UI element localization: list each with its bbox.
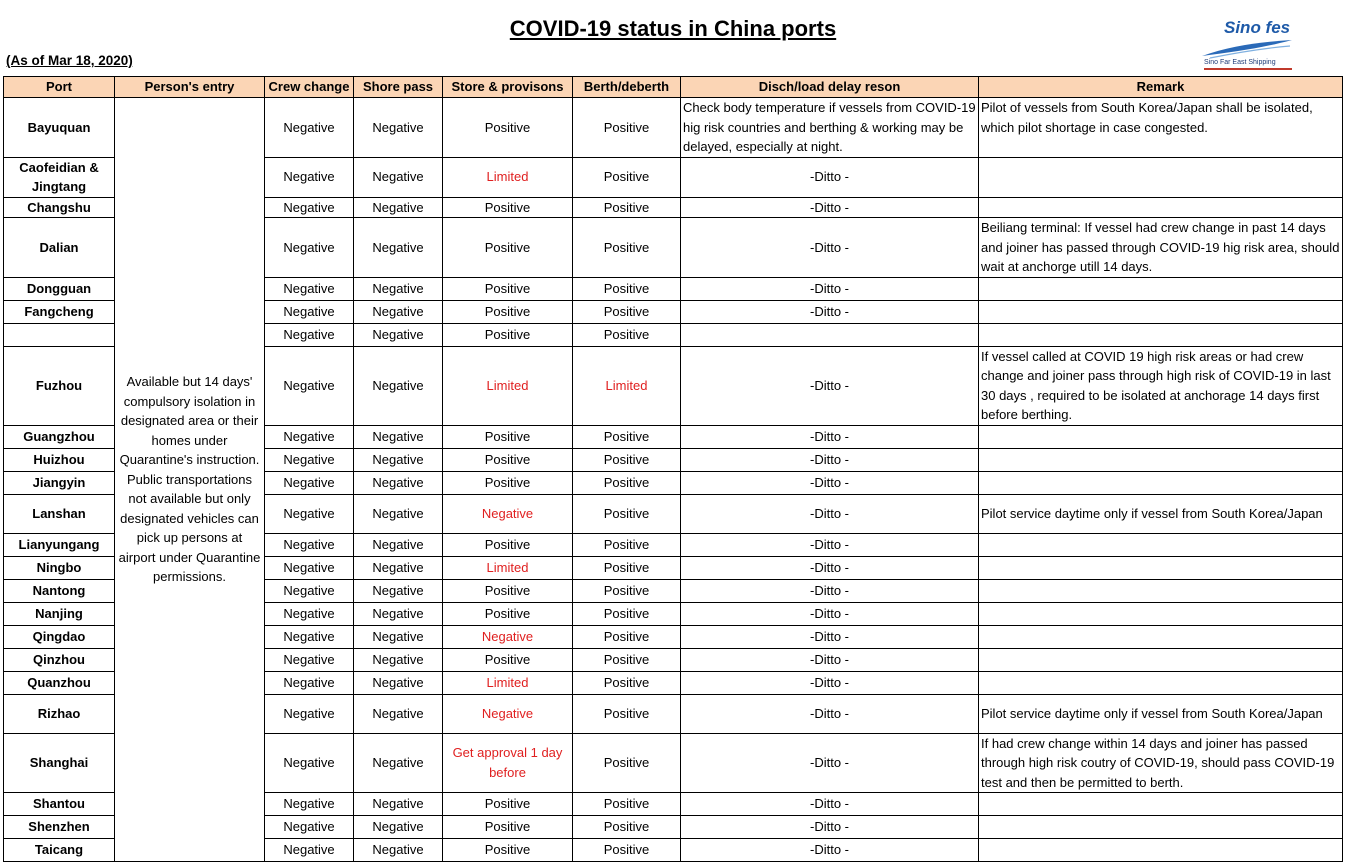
store-provisions-cell: Get approval 1 day before (443, 733, 573, 793)
shore-pass-cell: Negative (354, 602, 443, 625)
port-name: Changshu (4, 197, 115, 218)
page-title: COVID-19 status in China ports (509, 16, 837, 41)
port-name: Nanjing (4, 602, 115, 625)
remark-cell (979, 625, 1343, 648)
store-provisions-cell: Positive (443, 602, 573, 625)
remark-cell (979, 323, 1343, 346)
store-provisions-cell: Positive (443, 471, 573, 494)
as-of-date: (As of Mar 18, 2020) (6, 53, 133, 68)
berth-deberth-cell: Positive (573, 425, 681, 448)
port-name: Dongguan (4, 277, 115, 300)
header-remark: Remark (979, 77, 1343, 98)
berth-deberth-cell: Positive (573, 793, 681, 816)
remark-cell (979, 839, 1343, 862)
store-provisions-cell: Positive (443, 300, 573, 323)
shore-pass-cell: Negative (354, 533, 443, 556)
port-name: Bayuquan (4, 98, 115, 158)
header-shore-pass: Shore pass (354, 77, 443, 98)
header-crew-change: Crew change (265, 77, 354, 98)
shore-pass-cell: Negative (354, 648, 443, 671)
port-name: Qinzhou (4, 648, 115, 671)
remark-cell (979, 157, 1343, 197)
port-name: Huizhou (4, 448, 115, 471)
delay-reason-cell: -Ditto - (681, 556, 979, 579)
berth-deberth-cell: Positive (573, 694, 681, 733)
delay-reason-cell: Check body temperature if vessels from COVID-19 hig risk countries and berthing & working may be delayed, especially at night. (681, 98, 979, 158)
shore-pass-cell: Negative (354, 625, 443, 648)
table-row (4, 98, 1343, 158)
shore-pass-cell: Negative (354, 816, 443, 839)
shore-pass-cell: Negative (354, 98, 443, 158)
shore-pass-cell: Negative (354, 448, 443, 471)
port-name: Nantong (4, 579, 115, 602)
remark-cell (979, 793, 1343, 816)
port-name: Dalian (4, 218, 115, 278)
crew-change-cell: Negative (265, 197, 354, 218)
shore-pass-cell: Negative (354, 733, 443, 793)
crew-change-cell: Negative (265, 448, 354, 471)
remark-cell: Pilot of vessels from South Korea/Japan shall be isolated, which pilot shortage in case congested. (979, 98, 1343, 158)
crew-change-cell: Negative (265, 533, 354, 556)
delay-reason-cell: -Ditto - (681, 671, 979, 694)
crew-change-cell: Negative (265, 323, 354, 346)
berth-deberth-cell: Positive (573, 157, 681, 197)
remark-cell (979, 425, 1343, 448)
store-provisions-cell: Positive (443, 816, 573, 839)
berth-deberth-cell: Positive (573, 471, 681, 494)
company-logo (1200, 18, 1296, 74)
store-provisions-cell: Negative (443, 694, 573, 733)
delay-reason-cell: -Ditto - (681, 197, 979, 218)
store-provisions-cell: Limited (443, 346, 573, 425)
shore-pass-cell: Negative (354, 471, 443, 494)
delay-reason-cell: -Ditto - (681, 494, 979, 533)
berth-deberth-cell: Positive (573, 671, 681, 694)
table-body (4, 98, 1343, 862)
shore-pass-cell: Negative (354, 346, 443, 425)
remark-cell: Pilot service daytime only if vessel from South Korea/Japan (979, 694, 1343, 733)
berth-deberth-cell: Positive (573, 494, 681, 533)
port-name: Shenzhen (4, 816, 115, 839)
shore-pass-cell: Negative (354, 425, 443, 448)
remark-cell: Beiliang terminal: If vessel had crew change in past 14 days and joiner has passed through COVID-19 hig risk area, should wait at anchorge utill 14 days. (979, 218, 1343, 278)
shore-pass-cell: Negative (354, 218, 443, 278)
berth-deberth-cell: Positive (573, 556, 681, 579)
persons-entry-cell: Available but 14 days' compulsory isolation in designated area or their homes under Quarantine's instruction. Public transportations not available but only designated vehicles can pick up persons at airport under Quarantine permissions. (115, 98, 265, 862)
remark-cell (979, 602, 1343, 625)
port-name: Fuzhou (4, 346, 115, 425)
remark-cell (979, 277, 1343, 300)
remark-cell (979, 533, 1343, 556)
store-provisions-cell: Limited (443, 671, 573, 694)
store-provisions-cell: Positive (443, 425, 573, 448)
delay-reason-cell: -Ditto - (681, 425, 979, 448)
berth-deberth-cell: Positive (573, 579, 681, 602)
delay-reason-cell: -Ditto - (681, 793, 979, 816)
delay-reason-cell: -Ditto - (681, 157, 979, 197)
store-provisions-cell: Positive (443, 98, 573, 158)
delay-reason-cell: -Ditto - (681, 471, 979, 494)
delay-reason-cell: -Ditto - (681, 694, 979, 733)
store-provisions-cell: Positive (443, 218, 573, 278)
shore-pass-cell: Negative (354, 579, 443, 602)
store-provisions-cell: Limited (443, 556, 573, 579)
crew-change-cell: Negative (265, 671, 354, 694)
remark-cell: Pilot service daytime only if vessel from South Korea/Japan (979, 494, 1343, 533)
remark-cell (979, 197, 1343, 218)
port-name: Lanshan (4, 494, 115, 533)
remark-cell: If vessel called at COVID 19 high risk areas or had crew change and joiner pass through high risk of COVID-19 in last 30 days , required to be isolated at anchorage 14 days first before berthing. (979, 346, 1343, 425)
shore-pass-cell: Negative (354, 694, 443, 733)
port-name: Quanzhou (4, 671, 115, 694)
port-name: Guangzhou (4, 425, 115, 448)
remark-cell (979, 471, 1343, 494)
port-name (4, 323, 115, 346)
berth-deberth-cell: Positive (573, 197, 681, 218)
store-provisions-cell: Positive (443, 277, 573, 300)
crew-change-cell: Negative (265, 346, 354, 425)
crew-change-cell: Negative (265, 471, 354, 494)
shore-pass-cell: Negative (354, 197, 443, 218)
berth-deberth-cell: Positive (573, 323, 681, 346)
table-header-row (4, 77, 1343, 98)
berth-deberth-cell: Positive (573, 533, 681, 556)
delay-reason-cell: -Ditto - (681, 816, 979, 839)
store-provisions-cell: Positive (443, 533, 573, 556)
crew-change-cell: Negative (265, 839, 354, 862)
header-store-provisions: Store & provisons (443, 77, 573, 98)
shore-pass-cell: Negative (354, 839, 443, 862)
port-name: Caofeidian & Jingtang (4, 157, 115, 197)
remark-cell (979, 648, 1343, 671)
remark-cell (979, 579, 1343, 602)
crew-change-cell: Negative (265, 733, 354, 793)
berth-deberth-cell: Positive (573, 277, 681, 300)
crew-change-cell: Negative (265, 157, 354, 197)
crew-change-cell: Negative (265, 425, 354, 448)
berth-deberth-cell: Positive (573, 625, 681, 648)
delay-reason-cell (681, 323, 979, 346)
port-name: Jiangyin (4, 471, 115, 494)
logo-underline (1204, 68, 1292, 70)
berth-deberth-cell: Positive (573, 98, 681, 158)
delay-reason-cell: -Ditto - (681, 602, 979, 625)
logo-swoosh-icon (1200, 36, 1296, 60)
crew-change-cell: Negative (265, 625, 354, 648)
crew-change-cell: Negative (265, 816, 354, 839)
crew-change-cell: Negative (265, 602, 354, 625)
berth-deberth-cell: Positive (573, 839, 681, 862)
remark-cell (979, 556, 1343, 579)
crew-change-cell: Negative (265, 494, 354, 533)
delay-reason-cell: -Ditto - (681, 625, 979, 648)
delay-reason-cell: -Ditto - (681, 218, 979, 278)
store-provisions-cell: Positive (443, 197, 573, 218)
port-name: Shantou (4, 793, 115, 816)
delay-reason-cell: -Ditto - (681, 300, 979, 323)
delay-reason-cell: -Ditto - (681, 448, 979, 471)
delay-reason-cell: -Ditto - (681, 579, 979, 602)
berth-deberth-cell: Positive (573, 218, 681, 278)
store-provisions-cell: Positive (443, 793, 573, 816)
logo-name: Sino fes (1224, 18, 1291, 37)
delay-reason-cell: -Ditto - (681, 733, 979, 793)
store-provisions-cell: Positive (443, 648, 573, 671)
store-provisions-cell: Limited (443, 157, 573, 197)
shore-pass-cell: Negative (354, 300, 443, 323)
crew-change-cell: Negative (265, 300, 354, 323)
crew-change-cell: Negative (265, 556, 354, 579)
shore-pass-cell: Negative (354, 323, 443, 346)
port-name: Rizhao (4, 694, 115, 733)
header-persons-entry: Person's entry (115, 77, 265, 98)
store-provisions-cell: Positive (443, 839, 573, 862)
port-name: Fangcheng (4, 300, 115, 323)
port-name: Shanghai (4, 733, 115, 793)
port-status-table (3, 76, 1343, 862)
store-provisions-cell: Positive (443, 448, 573, 471)
delay-reason-cell: -Ditto - (681, 277, 979, 300)
crew-change-cell: Negative (265, 579, 354, 602)
logo-subtitle: Sino Far East Shipping (1204, 59, 1276, 66)
delay-reason-cell: -Ditto - (681, 533, 979, 556)
shore-pass-cell: Negative (354, 277, 443, 300)
store-provisions-cell: Positive (443, 323, 573, 346)
store-provisions-cell: Negative (443, 625, 573, 648)
header-port: Port (4, 77, 115, 98)
berth-deberth-cell: Positive (573, 300, 681, 323)
shore-pass-cell: Negative (354, 556, 443, 579)
remark-cell (979, 816, 1343, 839)
shore-pass-cell: Negative (354, 494, 443, 533)
port-name: Taicang (4, 839, 115, 862)
remark-cell: If had crew change within 14 days and joiner has passed through high risk coutry of COVID-19, should pass COVID-19 test and then be permitted to berth. (979, 733, 1343, 793)
crew-change-cell: Negative (265, 277, 354, 300)
berth-deberth-cell: Limited (573, 346, 681, 425)
port-name: Qingdao (4, 625, 115, 648)
shore-pass-cell: Negative (354, 793, 443, 816)
crew-change-cell: Negative (265, 98, 354, 158)
shore-pass-cell: Negative (354, 157, 443, 197)
delay-reason-cell: -Ditto - (681, 346, 979, 425)
remark-cell (979, 671, 1343, 694)
crew-change-cell: Negative (265, 218, 354, 278)
header-berth-deberth: Berth/deberth (573, 77, 681, 98)
berth-deberth-cell: Positive (573, 648, 681, 671)
header-delay-reason: Disch/load delay reson (681, 77, 979, 98)
berth-deberth-cell: Positive (573, 602, 681, 625)
delay-reason-cell: -Ditto - (681, 648, 979, 671)
berth-deberth-cell: Positive (573, 816, 681, 839)
store-provisions-cell: Negative (443, 494, 573, 533)
port-name: Lianyungang (4, 533, 115, 556)
crew-change-cell: Negative (265, 694, 354, 733)
delay-reason-cell: -Ditto - (681, 839, 979, 862)
crew-change-cell: Negative (265, 648, 354, 671)
shore-pass-cell: Negative (354, 671, 443, 694)
crew-change-cell: Negative (265, 793, 354, 816)
remark-cell (979, 300, 1343, 323)
store-provisions-cell: Positive (443, 579, 573, 602)
port-name: Ningbo (4, 556, 115, 579)
berth-deberth-cell: Positive (573, 733, 681, 793)
remark-cell (979, 448, 1343, 471)
berth-deberth-cell: Positive (573, 448, 681, 471)
